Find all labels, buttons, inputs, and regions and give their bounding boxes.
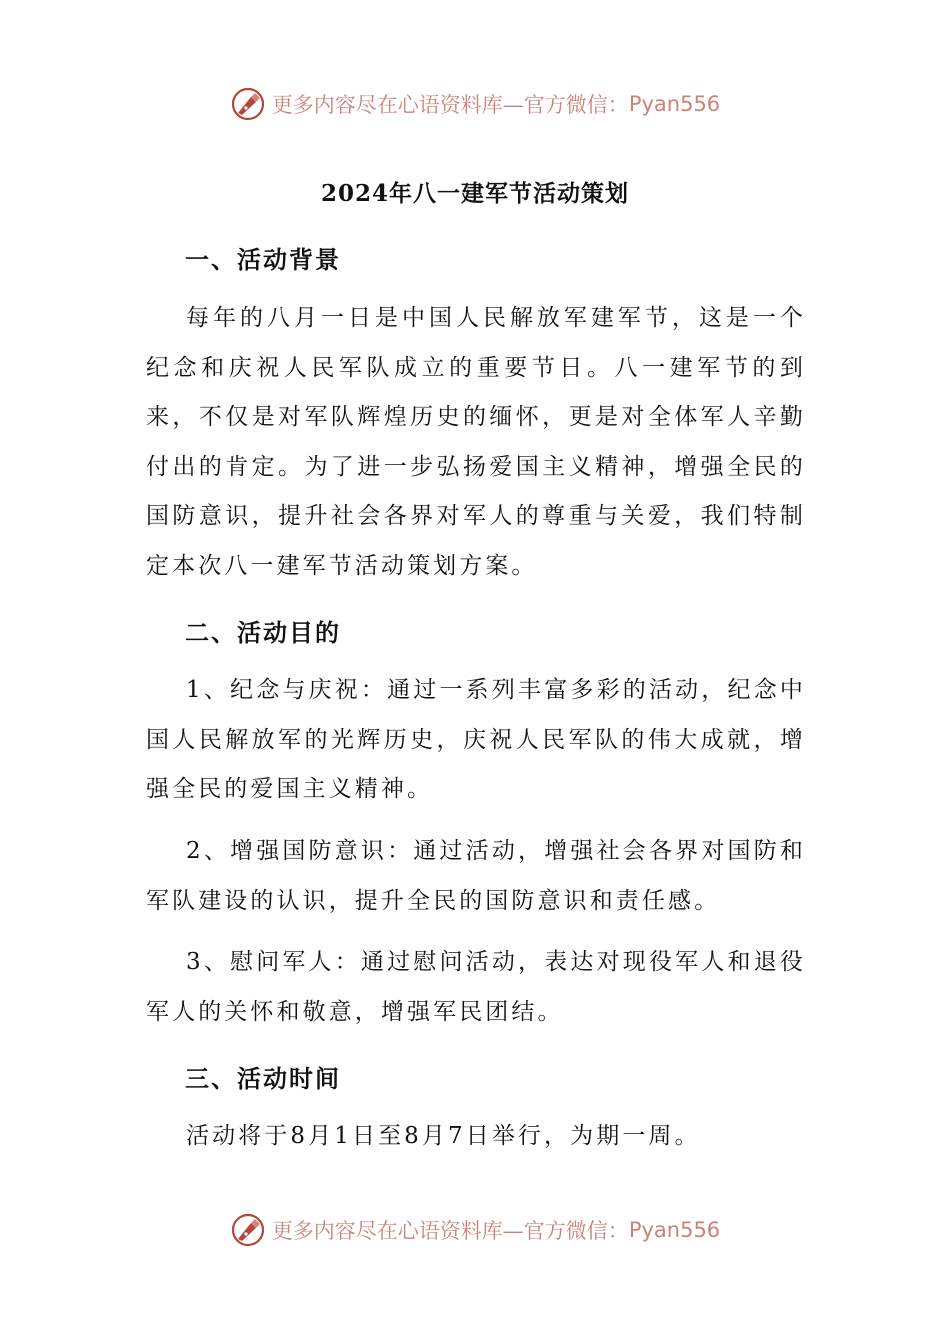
watermark-wechat-id: Pyan556 <box>628 1218 721 1242</box>
watermark-text: 更多内容尽在心语资料库—官方微信： <box>271 93 629 117</box>
section-heading-time: 三、活动时间 <box>185 1065 341 1093</box>
pen-nib-circle-icon <box>230 1212 266 1248</box>
watermark-text: 更多内容尽在心语资料库—官方微信： <box>271 1219 629 1243</box>
document-title: 2024年八一建军节活动策划 <box>320 180 629 207</box>
pen-nib-circle-icon <box>230 86 266 122</box>
paragraph-time: 活动将于8月1日至8月7日举行，为期一周。 <box>186 1123 701 1149</box>
section-heading-background: 一、活动背景 <box>185 246 341 274</box>
watermark-wechat-id: Pyan556 <box>628 92 721 116</box>
paragraph-purpose-3: 3、慰问军人：通过慰问活动，表达对现役军人和退役军人的关怀和敬意，增强军民团结。 <box>146 949 806 1025</box>
paragraph-purpose-2: 2、增强国防意识：通过活动，增强社会各界对国防和军队建设的认识，提升全民的国防意识和责任感。 <box>146 838 806 914</box>
paragraph-background: 每年的八月一日是中国人民解放军建军节，这是一个纪念和庆祝人民军队成立的重要节日。八一建军节的到来，不仅是对军队辉煌历史的缅怀，更是对全体军人辛勤付出的肯定。为了进一步弘扬爱国主义精神，增强全民的国防意识，提升社会各界对军人的尊重与关爱，我们特制定本次八一建军节活动策划方案。 <box>146 305 806 579</box>
watermark-header <box>0 84 950 124</box>
paragraph-purpose-1: 1、纪念与庆祝：通过一系列丰富多彩的活动，纪念中国人民解放军的光辉历史，庆祝人民军队的伟大成就，增强全民的爱国主义精神。 <box>146 677 806 803</box>
watermark-footer <box>0 1210 950 1250</box>
section-heading-purpose: 二、活动目的 <box>185 619 341 647</box>
